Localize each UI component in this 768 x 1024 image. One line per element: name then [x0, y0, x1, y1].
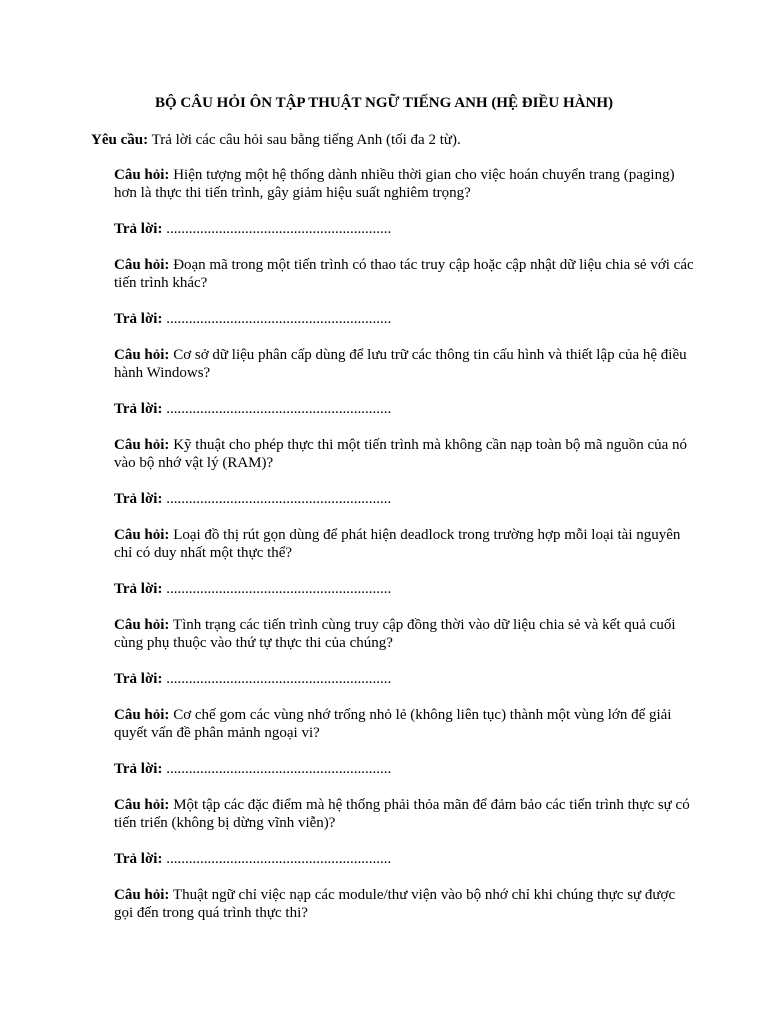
question-9 — [114, 886, 694, 922]
question-list — [114, 166, 694, 940]
answer-label: Trả lời: — [114, 851, 163, 867]
question-label: Câu hỏi: — [114, 617, 170, 633]
answer-blank: ............................................................ — [166, 581, 392, 597]
question-text: Một tập các đặc điểm mà hệ thống phải thỏa mãn để đảm bảo các tiến trình thực sự có tiến triển (không bị dừng vĩnh viễn)? — [114, 797, 690, 831]
question-7 — [114, 706, 694, 742]
document-title: BỘ CÂU HỎI ÔN TẬP THUẬT NGỮ TIẾNG ANH (HỆ ĐIỀU HÀNH) — [155, 95, 613, 111]
question-text: Cơ chế gom các vùng nhớ trống nhỏ lẻ (không liên tục) thành một vùng lớn để giải quyết vấn đề phân mảnh ngoại vi? — [114, 707, 672, 741]
question-text: Cơ sở dữ liệu phân cấp dùng để lưu trữ các thông tin cấu hình và thiết lập của hệ điều hành Windows? — [114, 347, 687, 381]
answer-blank: ............................................................ — [166, 221, 392, 237]
answer-label: Trả lời: — [114, 221, 163, 237]
question-1 — [114, 166, 694, 202]
answer-blank: ............................................................ — [166, 761, 392, 777]
answer-4 — [114, 490, 694, 508]
answer-7 — [114, 760, 694, 778]
answer-blank: ............................................................ — [166, 311, 392, 327]
question-8 — [114, 796, 694, 832]
question-label: Câu hỏi: — [114, 167, 170, 183]
answer-6 — [114, 670, 694, 688]
answer-8 — [114, 850, 694, 868]
question-text: Loại đồ thị rút gọn dùng để phát hiện deadlock trong trường hợp mỗi loại tài nguyên chỉ có duy nhất một thực thể? — [114, 527, 681, 561]
question-6 — [114, 616, 694, 652]
answer-blank: ............................................................ — [166, 401, 392, 417]
answer-label: Trả lời: — [114, 401, 163, 417]
question-label: Câu hỏi: — [114, 797, 170, 813]
requirement-text: Trả lời các câu hỏi sau bằng tiếng Anh (tối đa 2 từ). — [151, 132, 461, 148]
question-label: Câu hỏi: — [114, 347, 170, 363]
question-label: Câu hỏi: — [114, 527, 170, 543]
answer-label: Trả lời: — [114, 581, 163, 597]
answer-blank: ............................................................ — [166, 671, 392, 687]
answer-label: Trả lời: — [114, 761, 163, 777]
answer-blank: ............................................................ — [166, 491, 392, 507]
question-2 — [114, 256, 694, 292]
question-label: Câu hỏi: — [114, 257, 170, 273]
answer-label: Trả lời: — [114, 491, 163, 507]
question-3 — [114, 346, 694, 382]
answer-3 — [114, 400, 694, 418]
question-text: Kỹ thuật cho phép thực thi một tiến trình mà không cần nạp toàn bộ mã nguồn của nó vào bộ nhớ vật lý (RAM)? — [114, 437, 688, 471]
question-text: Tình trạng các tiến trình cùng truy cập đồng thời vào dữ liệu chia sẻ và kết quả cuối cùng phụ thuộc vào thứ tự thực thi của chúng? — [114, 617, 676, 651]
question-text: Đoạn mã trong một tiến trình có thao tác truy cập hoặc cập nhật dữ liệu chia sẻ với các tiến trình khác? — [114, 257, 694, 291]
answer-blank: ............................................................ — [166, 851, 392, 867]
answer-1 — [114, 220, 694, 238]
requirement-line — [91, 130, 711, 150]
requirement-label: Yêu cầu: — [91, 132, 149, 148]
answer-label: Trả lời: — [114, 671, 163, 687]
question-text: Hiện tượng một hệ thống dành nhiều thời gian cho việc hoán chuyển trang (paging) hơn là thực thi tiến trình, gây giảm hiệu suất nghiêm trọng? — [114, 167, 675, 201]
answer-label: Trả lời: — [114, 311, 163, 327]
question-5 — [114, 526, 694, 562]
question-label: Câu hỏi: — [114, 887, 170, 903]
question-text: Thuật ngữ chỉ việc nạp các module/thư viện vào bộ nhớ chỉ khi chúng thực sự được gọi đến trong quá trình thực thi? — [114, 887, 676, 921]
answer-5 — [114, 580, 694, 598]
answer-2 — [114, 310, 694, 328]
question-4 — [114, 436, 694, 472]
question-label: Câu hỏi: — [114, 707, 170, 723]
question-label: Câu hỏi: — [114, 437, 170, 453]
